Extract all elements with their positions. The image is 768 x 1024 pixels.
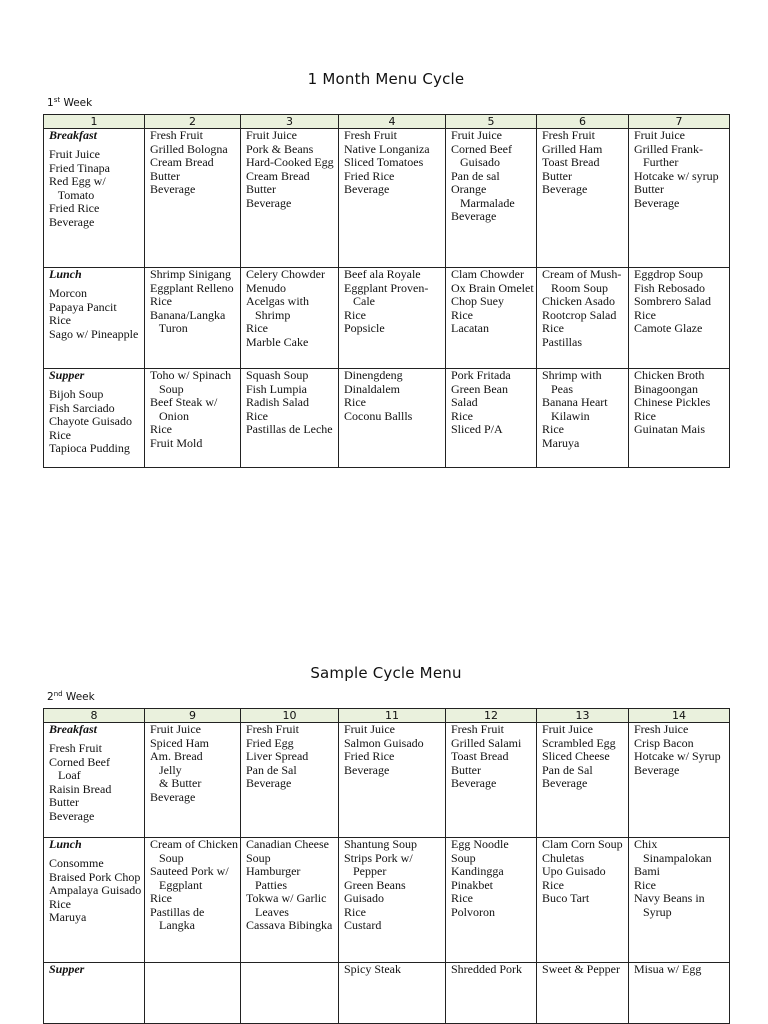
menu-cell [241,963,339,1024]
day-header: 1 [44,115,145,129]
menu-cell [339,723,446,838]
day-header-row [44,115,730,129]
menu-cell [537,723,629,838]
meal-label-lunch: Lunch [49,267,82,281]
menu-items: Shantung Soup Strips Pork w/ Pepper Green Beans Guisado Rice Custard [344,837,418,932]
meal-label-breakfast: Breakfast [49,722,97,736]
menu-items: Fruit Juice Fried Tinapa Red Egg w/ Tomato Fried Rice Beverage [49,147,111,229]
menu-items: Chix Sinampalokan Bami Rice Navy Beans in Syrup [634,837,712,919]
menu-cell [629,963,730,1024]
week-label [47,686,729,708]
day-header: 8 [44,709,145,723]
day-header: 3 [241,115,339,129]
meal-label-supper: Supper [49,962,85,976]
menu-cell [44,723,145,838]
menu-items: Fruit Juice Salmon Guisado Fried Rice Beverage [344,722,424,777]
menu-items: Consomme Braised Pork Chop Ampalaya Guisado Rice Maruya [49,856,142,924]
menu-cell [537,268,629,369]
menu-items: Fresh Fruit Grilled Ham Toast Bread Butter Beverage [542,128,603,196]
day-header: 5 [446,115,537,129]
menu-items: Misua w/ Egg [634,962,702,976]
menu-items: Fruit Juice Scrambled Egg Sliced Cheese Pan de Sal Beverage [542,722,616,790]
menu-items: Chicken Broth Binagoongan Chinese Pickles Rice Guinatan Mais [634,368,711,436]
menu-items: Bijoh Soup Fish Sarciado Chayote Guisado Rice Tapioca Pudding [49,387,132,455]
menu-cell [537,129,629,268]
day-header: 12 [446,709,537,723]
supper-row [44,963,730,1024]
menu-cell [629,723,730,838]
menu-cell [145,369,241,468]
menu-cell [339,838,446,963]
menu-cell [241,838,339,963]
menu-section-week-1 [43,66,729,468]
meal-label-breakfast: Breakfast [49,128,97,142]
day-header-row [44,709,730,723]
menu-cell [44,963,145,1024]
menu-cell [44,369,145,468]
menu-items: Cream of Chicken Soup Sauteed Pork w/ Eggplant Rice Pastillas de Langka [150,837,238,932]
meal-label-lunch: Lunch [49,837,82,851]
day-header: 6 [537,115,629,129]
menu-items: Shrimp Sinigang Eggplant Relleno Rice Banana/Langka Turon [150,267,234,335]
menu-items: Toho w/ Spinach Soup Beef Steak w/ Onion Rice Fruit Mold [150,368,232,450]
week-label [47,92,729,114]
menu-items: Squash Soup Fish Lumpia Radish Salad Rice Pastillas de Leche [246,368,333,436]
menu-cell [446,723,537,838]
menu-cell [339,268,446,369]
menu-items: Egg Noodle Soup Kandingga Pinakbet Rice Polvoron [451,837,509,919]
day-header: 14 [629,709,730,723]
menu-cell [537,963,629,1024]
menu-section-week-2 [43,660,729,1024]
menu-items: Fresh Fruit Native Longaniza Sliced Tomatoes Fried Rice Beverage [344,128,430,196]
menu-cell [629,129,730,268]
menu-items: Eggdrop Soup Fish Rebosado Sombrero Salad Rice Camote Glaze [634,267,711,335]
menu-items: Spicy Steak [344,962,401,976]
menu-cell [339,129,446,268]
menu-items: Canadian Cheese Soup Hamburger Patties Tokwa w/ Garlic Leaves Cassava Bibingka [246,837,333,932]
menu-items: Morcon Papaya Pancit Rice Sago w/ Pineapple [49,286,139,341]
menu-items: Fresh Fruit Grilled Bologna Cream Bread Butter Beverage [150,128,228,196]
menu-cell [44,268,145,369]
day-header: 7 [629,115,730,129]
menu-cell [446,268,537,369]
menu-cell [446,129,537,268]
menu-items: Beef ala Royale Eggplant Proven- Cale Rice Popsicle [344,267,429,335]
week-ordinal-suffix: st [53,96,61,104]
week-number: 2 [47,691,54,703]
menu-cell [339,369,446,468]
day-header: 13 [537,709,629,723]
menu-items: Fresh Fruit Fried Egg Liver Spread Pan de Sal Beverage [246,722,309,790]
menu-cell [44,129,145,268]
lunch-row [44,268,730,369]
page-title: 1 Month Menu Cycle [307,70,465,88]
menu-cell [241,129,339,268]
menu-items: Shredded Pork [451,962,522,976]
menu-cell [339,963,446,1024]
menu-items: Dinengdeng Dinaldalem Rice Coconu Ballls [344,368,413,423]
menu-cell [145,268,241,369]
menu-items: Cream of Mush- Room Soup Chicken Asado Rootcrop Salad Rice Pastillas [542,267,622,349]
week-number: 1 [47,97,54,109]
menu-cell [537,838,629,963]
breakfast-row [44,723,730,838]
menu-items: Sweet & Pepper [542,962,620,976]
menu-cell [145,723,241,838]
menu-cell [446,369,537,468]
menu-cell [537,369,629,468]
menu-items: Shrimp with Peas Banana Heart Kilawin Rice Maruya [542,368,608,450]
menu-cell [145,129,241,268]
menu-cell [44,838,145,963]
menu-items: Pork Fritada Green Bean Salad Rice Sliced P/A [451,368,511,436]
menu-items: Clam Corn Soup Chuletas Upo Guisado Rice Buco Tart [542,837,623,905]
day-header: 11 [339,709,446,723]
menu-items: Fresh Fruit Grilled Salami Toast Bread Butter Beverage [451,722,522,790]
lunch-row [44,838,730,963]
menu-cell [145,838,241,963]
menu-cell [629,369,730,468]
week-ordinal-suffix: nd [53,690,63,698]
page-title: Sample Cycle Menu [310,664,462,682]
meal-label-supper: Supper [49,368,85,382]
menu-cell [145,963,241,1024]
menu-items: Celery Chowder Menudo Acelgas with Shrimp Rice Marble Cake [246,267,325,349]
day-header: 10 [241,709,339,723]
menu-cell [446,963,537,1024]
menu-items: Fresh Juice Crisp Bacon Hotcake w/ Syrup Beverage [634,722,721,777]
menu-cell [629,268,730,369]
day-header: 2 [145,115,241,129]
menu-items: Fruit Juice Spiced Ham Am. Bread Jelly & Butter Beverage [150,722,209,804]
week-word: Week [63,97,93,109]
menu-table [43,708,730,1024]
menu-items: Fruit Juice Pork & Beans Hard-Cooked Egg Cream Bread Butter Beverage [246,128,334,210]
menu-items: Fruit Juice Corned Beef Guisado Pan de sal Orange Marmalade Beverage [451,128,515,223]
day-header: 4 [339,115,446,129]
menu-table [43,114,730,468]
menu-items: Fresh Fruit Corned Beef Loaf Raisin Bread Butter Beverage [49,741,112,823]
menu-cell [241,268,339,369]
menu-cell [241,369,339,468]
supper-row [44,369,730,468]
menu-items: Clam Chowder Ox Brain Omelet Chop Suey Rice Lacatan [451,267,534,335]
menu-cell [629,838,730,963]
day-header: 9 [145,709,241,723]
breakfast-row [44,129,730,268]
menu-cell [241,723,339,838]
menu-cell [446,838,537,963]
week-word: Week [65,691,95,703]
menu-items: Fruit Juice Grilled Frank- Further Hotcake w/ syrup Butter Beverage [634,128,719,210]
